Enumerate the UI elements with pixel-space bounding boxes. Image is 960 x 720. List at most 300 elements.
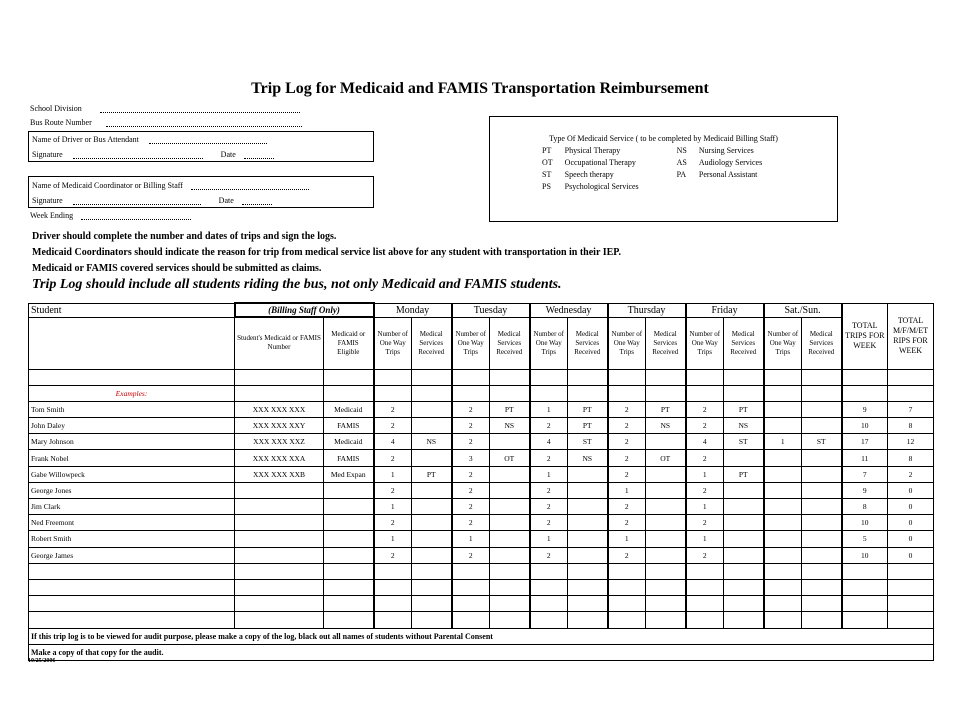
empty-cell[interactable] bbox=[29, 563, 235, 579]
eligibility[interactable] bbox=[324, 515, 374, 531]
empty-cell[interactable] bbox=[530, 385, 568, 401]
empty-cell[interactable] bbox=[374, 369, 412, 385]
empty-cell[interactable] bbox=[764, 385, 802, 401]
service-code[interactable] bbox=[646, 515, 686, 531]
trip-count[interactable] bbox=[764, 401, 802, 417]
empty-cell[interactable] bbox=[686, 596, 724, 612]
empty-cell[interactable] bbox=[646, 385, 686, 401]
total-trips[interactable]: 9 bbox=[842, 401, 888, 417]
student-name: Tom Smith bbox=[29, 401, 235, 417]
trip-count[interactable]: 2 bbox=[686, 515, 724, 531]
trip-count[interactable]: 1 bbox=[608, 482, 646, 498]
trip-count[interactable]: 2 bbox=[530, 482, 568, 498]
trip-count[interactable]: 2 bbox=[374, 450, 412, 466]
service-code[interactable]: PT bbox=[568, 418, 608, 434]
service-code[interactable]: OT bbox=[490, 450, 530, 466]
trip-count[interactable]: 2 bbox=[452, 434, 490, 450]
empty-cell[interactable] bbox=[686, 579, 724, 595]
empty-cell[interactable] bbox=[568, 563, 608, 579]
empty-cell[interactable] bbox=[888, 579, 934, 595]
empty-cell[interactable] bbox=[686, 369, 724, 385]
empty-cell[interactable] bbox=[452, 369, 490, 385]
trip-count[interactable]: 2 bbox=[686, 418, 724, 434]
empty-cell[interactable] bbox=[374, 579, 412, 595]
empty-cell[interactable] bbox=[568, 369, 608, 385]
trip-count[interactable]: 2 bbox=[452, 418, 490, 434]
empty-cell[interactable] bbox=[842, 612, 888, 628]
trip-count[interactable]: 4 bbox=[686, 434, 724, 450]
eligibility[interactable] bbox=[324, 499, 374, 515]
empty-cell[interactable] bbox=[802, 369, 842, 385]
service-code[interactable]: NS bbox=[568, 450, 608, 466]
medicaid-number[interactable]: XXX XXX XXZ bbox=[235, 434, 324, 450]
empty-cell[interactable] bbox=[235, 612, 324, 628]
empty-cell[interactable] bbox=[490, 369, 530, 385]
coordinator-name-label: Name of Medicaid Coordinator or Billing Staff bbox=[32, 181, 183, 190]
service-code[interactable]: ST bbox=[724, 434, 764, 450]
trip-count[interactable]: 2 bbox=[452, 547, 490, 563]
empty-cell[interactable] bbox=[608, 612, 646, 628]
day-header-thursday: Thursday bbox=[608, 303, 686, 317]
driver-name-field[interactable] bbox=[32, 135, 267, 144]
trip-count[interactable]: 2 bbox=[452, 515, 490, 531]
empty-cell[interactable] bbox=[842, 563, 888, 579]
total-mfm[interactable]: 0 bbox=[888, 515, 934, 531]
trip-count[interactable]: 2 bbox=[452, 401, 490, 417]
empty-cell[interactable] bbox=[842, 385, 888, 401]
empty-cell[interactable] bbox=[888, 369, 934, 385]
service-code[interactable] bbox=[646, 434, 686, 450]
empty-cell[interactable] bbox=[374, 596, 412, 612]
service-code[interactable] bbox=[490, 466, 530, 482]
trip-count[interactable]: 2 bbox=[530, 418, 568, 434]
total-mfm[interactable]: 0 bbox=[888, 531, 934, 547]
trip-count[interactable] bbox=[764, 515, 802, 531]
service-code[interactable] bbox=[568, 515, 608, 531]
trip-count[interactable]: 2 bbox=[374, 418, 412, 434]
service-code[interactable] bbox=[646, 547, 686, 563]
service-code[interactable] bbox=[724, 499, 764, 515]
header-row-columns bbox=[29, 317, 934, 369]
service-code[interactable] bbox=[412, 515, 452, 531]
total-mfm[interactable]: 2 bbox=[888, 466, 934, 482]
empty-cell[interactable] bbox=[646, 563, 686, 579]
empty-cell[interactable] bbox=[412, 579, 452, 595]
empty-cell[interactable] bbox=[530, 369, 568, 385]
empty-cell[interactable] bbox=[374, 612, 412, 628]
medicaid-number[interactable] bbox=[235, 482, 324, 498]
service-code[interactable] bbox=[802, 450, 842, 466]
trip-count[interactable]: 1 bbox=[530, 401, 568, 417]
total-mfm[interactable]: 12 bbox=[888, 434, 934, 450]
empty-cell[interactable] bbox=[686, 563, 724, 579]
trip-count[interactable]: 4 bbox=[374, 434, 412, 450]
service-code[interactable] bbox=[724, 515, 764, 531]
empty-cell[interactable] bbox=[764, 369, 802, 385]
total-trips[interactable]: 5 bbox=[842, 531, 888, 547]
service-code[interactable]: PT bbox=[490, 401, 530, 417]
student-subheader bbox=[29, 317, 235, 369]
trip-count[interactable]: 2 bbox=[608, 450, 646, 466]
bus-route-field[interactable] bbox=[30, 118, 302, 127]
service-code[interactable]: PT bbox=[724, 401, 764, 417]
service-code[interactable] bbox=[802, 531, 842, 547]
empty-cell[interactable] bbox=[724, 596, 764, 612]
day-header-wednesday: Wednesday bbox=[530, 303, 608, 317]
empty-cell[interactable] bbox=[324, 596, 374, 612]
eligibility[interactable]: Medicaid bbox=[324, 434, 374, 450]
table-row bbox=[29, 547, 934, 563]
empty-cell[interactable] bbox=[452, 385, 490, 401]
service-code[interactable]: ST bbox=[568, 434, 608, 450]
trip-count[interactable]: 2 bbox=[686, 547, 724, 563]
trip-count[interactable]: 1 bbox=[686, 466, 724, 482]
service-code[interactable] bbox=[646, 531, 686, 547]
empty-cell[interactable] bbox=[646, 612, 686, 628]
empty-cell[interactable] bbox=[412, 596, 452, 612]
student-name: Robert Smith bbox=[29, 531, 235, 547]
total-mfm[interactable]: 0 bbox=[888, 499, 934, 515]
trip-count[interactable]: 3 bbox=[452, 450, 490, 466]
empty-cell[interactable] bbox=[412, 369, 452, 385]
empty-cell[interactable] bbox=[842, 579, 888, 595]
examples-row bbox=[29, 385, 934, 401]
empty-cell[interactable] bbox=[568, 596, 608, 612]
trip-count[interactable]: 2 bbox=[374, 515, 412, 531]
empty-cell[interactable] bbox=[530, 596, 568, 612]
medicaid-number[interactable] bbox=[235, 515, 324, 531]
service-code[interactable] bbox=[802, 547, 842, 563]
trip-count[interactable]: 1 bbox=[764, 434, 802, 450]
student-name: Frank Nobel bbox=[29, 450, 235, 466]
trip-count[interactable]: 1 bbox=[686, 499, 724, 515]
service-code[interactable] bbox=[568, 482, 608, 498]
empty-cell[interactable] bbox=[724, 579, 764, 595]
empty-cell[interactable] bbox=[802, 563, 842, 579]
trip-count[interactable]: 2 bbox=[608, 466, 646, 482]
empty-cell[interactable] bbox=[802, 579, 842, 595]
eligibility[interactable] bbox=[324, 482, 374, 498]
empty-cell[interactable] bbox=[324, 563, 374, 579]
student-header: Student bbox=[29, 303, 235, 317]
empty-cell[interactable] bbox=[802, 612, 842, 628]
total-trips[interactable]: 8 bbox=[842, 499, 888, 515]
empty-cell[interactable] bbox=[452, 563, 490, 579]
service-name: Occupational Therapy bbox=[564, 158, 636, 167]
medicaid-number[interactable]: XXX XXX XXX bbox=[235, 401, 324, 417]
trip-count[interactable]: 2 bbox=[608, 418, 646, 434]
service-code[interactable] bbox=[490, 547, 530, 563]
trip-count[interactable] bbox=[764, 418, 802, 434]
student-name: Gabe Willowpeck bbox=[29, 466, 235, 482]
trip-count[interactable]: 1 bbox=[530, 531, 568, 547]
total-trips[interactable]: 7 bbox=[842, 466, 888, 482]
service-code[interactable] bbox=[568, 499, 608, 515]
total-mfm[interactable]: 8 bbox=[888, 418, 934, 434]
trip-count[interactable]: 2 bbox=[530, 515, 568, 531]
page-title: Trip Log for Medicaid and FAMIS Transportation Reimbursement bbox=[251, 80, 709, 97]
trip-count[interactable]: 1 bbox=[608, 531, 646, 547]
empty-cell[interactable] bbox=[235, 596, 324, 612]
empty-cell[interactable] bbox=[530, 563, 568, 579]
empty-cell[interactable] bbox=[724, 369, 764, 385]
trip-count[interactable]: 1 bbox=[452, 531, 490, 547]
empty-cell[interactable] bbox=[888, 612, 934, 628]
service-code[interactable] bbox=[802, 401, 842, 417]
medicaid-number[interactable] bbox=[235, 547, 324, 563]
empty-cell[interactable] bbox=[29, 596, 235, 612]
empty-cell[interactable] bbox=[235, 563, 324, 579]
eligibility[interactable] bbox=[324, 547, 374, 563]
total-mfm-header: TOTAL M/F/M/ET RIPS FOR WEEK bbox=[888, 303, 934, 369]
service-code[interactable] bbox=[724, 482, 764, 498]
service-code: AS bbox=[676, 158, 687, 167]
empty-cell[interactable] bbox=[452, 596, 490, 612]
service-code[interactable] bbox=[412, 401, 452, 417]
total-mfm[interactable]: 0 bbox=[888, 482, 934, 498]
trip-count[interactable] bbox=[764, 547, 802, 563]
eligibility[interactable]: FAMIS bbox=[324, 418, 374, 434]
empty-cell[interactable] bbox=[646, 596, 686, 612]
empty-cell[interactable] bbox=[29, 612, 235, 628]
trip-count[interactable]: 2 bbox=[452, 466, 490, 482]
service-code[interactable]: ST bbox=[802, 434, 842, 450]
empty-row bbox=[29, 369, 934, 385]
empty-cell[interactable] bbox=[608, 563, 646, 579]
total-trips[interactable]: 9 bbox=[842, 482, 888, 498]
medicaid-number[interactable]: XXX XXX XXB bbox=[235, 466, 324, 482]
empty-cell[interactable] bbox=[764, 579, 802, 595]
trip-count[interactable]: 2 bbox=[374, 401, 412, 417]
coordinator-name-field[interactable] bbox=[32, 181, 309, 190]
week-ending-field[interactable] bbox=[30, 211, 191, 220]
empty-cell[interactable] bbox=[888, 596, 934, 612]
empty-cell[interactable] bbox=[324, 369, 374, 385]
empty-cell[interactable] bbox=[842, 596, 888, 612]
service-code[interactable] bbox=[490, 499, 530, 515]
empty-cell[interactable] bbox=[724, 385, 764, 401]
service-code[interactable]: NS bbox=[412, 434, 452, 450]
empty-cell[interactable] bbox=[29, 579, 235, 595]
service-code: PT bbox=[542, 146, 552, 155]
service-code[interactable] bbox=[412, 531, 452, 547]
trip-count[interactable]: 2 bbox=[452, 482, 490, 498]
service-code[interactable] bbox=[724, 450, 764, 466]
empty-cell[interactable] bbox=[646, 579, 686, 595]
services-title: Type Of Medicaid Service ( to be completed by Medicaid Billing Staff) bbox=[549, 134, 778, 143]
empty-cell[interactable] bbox=[235, 369, 324, 385]
service-code[interactable]: NS bbox=[490, 418, 530, 434]
driver-name-label: Name of Driver or Bus Attendant bbox=[32, 135, 139, 144]
school-division-field[interactable] bbox=[30, 104, 300, 113]
empty-cell[interactable] bbox=[452, 579, 490, 595]
trip-count[interactable]: 4 bbox=[530, 434, 568, 450]
trip-count[interactable]: 2 bbox=[530, 450, 568, 466]
service-code[interactable] bbox=[802, 418, 842, 434]
empty-cell[interactable] bbox=[764, 563, 802, 579]
trip-count[interactable]: 2 bbox=[374, 482, 412, 498]
total-mfm[interactable]: 7 bbox=[888, 401, 934, 417]
empty-cell[interactable] bbox=[235, 385, 324, 401]
empty-cell[interactable] bbox=[888, 385, 934, 401]
total-mfm[interactable]: 0 bbox=[888, 547, 934, 563]
empty-cell[interactable] bbox=[646, 369, 686, 385]
trip-count[interactable]: 1 bbox=[374, 499, 412, 515]
total-mfm[interactable]: 8 bbox=[888, 450, 934, 466]
empty-cell[interactable] bbox=[764, 596, 802, 612]
service-code[interactable] bbox=[802, 466, 842, 482]
empty-cell[interactable] bbox=[802, 385, 842, 401]
trip-count[interactable]: 1 bbox=[530, 466, 568, 482]
trip-count[interactable] bbox=[764, 499, 802, 515]
service-code[interactable]: PT bbox=[724, 466, 764, 482]
eligibility[interactable]: FAMIS bbox=[324, 450, 374, 466]
empty-cell[interactable] bbox=[490, 579, 530, 595]
trip-count[interactable]: 2 bbox=[686, 401, 724, 417]
empty-cell[interactable] bbox=[490, 385, 530, 401]
service-code[interactable] bbox=[412, 499, 452, 515]
trip-count[interactable] bbox=[764, 466, 802, 482]
eligibility[interactable] bbox=[324, 531, 374, 547]
trip-count[interactable]: 2 bbox=[608, 547, 646, 563]
service-name: Speech therapy bbox=[564, 170, 614, 179]
empty-cell[interactable] bbox=[412, 385, 452, 401]
table-row bbox=[29, 515, 934, 531]
service-code[interactable] bbox=[412, 418, 452, 434]
service-code[interactable] bbox=[490, 434, 530, 450]
empty-cell[interactable] bbox=[608, 579, 646, 595]
trip-count[interactable]: 1 bbox=[686, 531, 724, 547]
empty-cell[interactable] bbox=[530, 579, 568, 595]
empty-cell[interactable] bbox=[568, 385, 608, 401]
empty-cell[interactable] bbox=[490, 596, 530, 612]
trip-count[interactable]: 2 bbox=[608, 434, 646, 450]
trip-count[interactable]: 2 bbox=[686, 482, 724, 498]
service-code[interactable] bbox=[646, 466, 686, 482]
service-code[interactable] bbox=[724, 531, 764, 547]
total-trips[interactable]: 10 bbox=[842, 547, 888, 563]
service-name: Psychological Services bbox=[564, 182, 639, 191]
eligibility[interactable]: Medicaid bbox=[324, 401, 374, 417]
service-code[interactable] bbox=[802, 499, 842, 515]
empty-cell[interactable] bbox=[374, 385, 412, 401]
service-code[interactable] bbox=[802, 482, 842, 498]
service-code: ST bbox=[542, 170, 552, 179]
empty-cell[interactable] bbox=[802, 596, 842, 612]
empty-cell[interactable] bbox=[888, 563, 934, 579]
total-trips[interactable]: 11 bbox=[842, 450, 888, 466]
empty-cell[interactable] bbox=[235, 579, 324, 595]
eligibility[interactable]: Med Expan bbox=[324, 466, 374, 482]
empty-cell[interactable] bbox=[490, 612, 530, 628]
total-trips[interactable]: 17 bbox=[842, 434, 888, 450]
service-code[interactable]: PT bbox=[646, 401, 686, 417]
empty-cell[interactable] bbox=[324, 385, 374, 401]
empty-cell[interactable] bbox=[842, 369, 888, 385]
empty-cell[interactable] bbox=[412, 612, 452, 628]
service-code[interactable]: NS bbox=[646, 418, 686, 434]
empty-cell[interactable] bbox=[412, 563, 452, 579]
service-code[interactable] bbox=[646, 499, 686, 515]
service-code[interactable] bbox=[490, 482, 530, 498]
empty-cell[interactable] bbox=[724, 612, 764, 628]
service-code[interactable] bbox=[490, 531, 530, 547]
empty-cell[interactable] bbox=[686, 612, 724, 628]
footnote-text: Make a copy of that copy for the audit. bbox=[29, 644, 934, 660]
trip-count[interactable] bbox=[764, 531, 802, 547]
empty-cell[interactable] bbox=[324, 612, 374, 628]
service-code[interactable] bbox=[568, 531, 608, 547]
service-code[interactable] bbox=[412, 482, 452, 498]
service-code[interactable]: PT bbox=[412, 466, 452, 482]
empty-cell[interactable] bbox=[530, 612, 568, 628]
service-code[interactable]: PT bbox=[568, 401, 608, 417]
empty-cell[interactable] bbox=[686, 385, 724, 401]
table-row bbox=[29, 482, 934, 498]
empty-cell[interactable] bbox=[568, 579, 608, 595]
trip-count[interactable]: 1 bbox=[374, 466, 412, 482]
empty-cell[interactable] bbox=[724, 563, 764, 579]
service-code[interactable] bbox=[802, 515, 842, 531]
trip-count[interactable]: 2 bbox=[608, 515, 646, 531]
service-code[interactable] bbox=[412, 450, 452, 466]
trip-count[interactable]: 2 bbox=[608, 499, 646, 515]
service-code[interactable]: OT bbox=[646, 450, 686, 466]
empty-cell[interactable] bbox=[608, 385, 646, 401]
trip-count[interactable]: 2 bbox=[530, 547, 568, 563]
trip-count[interactable] bbox=[764, 450, 802, 466]
trip-count[interactable]: 2 bbox=[608, 401, 646, 417]
medicaid-number[interactable]: XXX XXX XXY bbox=[235, 418, 324, 434]
service-code[interactable] bbox=[724, 547, 764, 563]
total-trips[interactable]: 10 bbox=[842, 515, 888, 531]
footnote-text: If this trip log is to be viewed for audit purpose, please make a copy of the log, black out all names of students without Parental Consent bbox=[29, 628, 934, 644]
trips-subheader: Number of One Way Trips bbox=[764, 317, 802, 369]
medicaid-number[interactable] bbox=[235, 499, 324, 515]
empty-cell[interactable] bbox=[568, 612, 608, 628]
service-code: OT bbox=[542, 158, 553, 167]
trip-count[interactable] bbox=[764, 482, 802, 498]
service-code[interactable] bbox=[490, 515, 530, 531]
trips-subheader: Number of One Way Trips bbox=[686, 317, 724, 369]
trip-count[interactable]: 2 bbox=[686, 450, 724, 466]
medicaid-number[interactable]: XXX XXX XXA bbox=[235, 450, 324, 466]
empty-cell[interactable] bbox=[324, 579, 374, 595]
empty-cell[interactable] bbox=[608, 596, 646, 612]
trip-count[interactable]: 1 bbox=[374, 531, 412, 547]
coordinator-signature-field[interactable] bbox=[32, 196, 272, 205]
empty-cell[interactable] bbox=[608, 369, 646, 385]
empty-cell[interactable] bbox=[490, 563, 530, 579]
empty-cell[interactable] bbox=[452, 612, 490, 628]
driver-signature-field[interactable] bbox=[32, 150, 274, 159]
trip-count[interactable]: 2 bbox=[530, 499, 568, 515]
total-trips[interactable]: 10 bbox=[842, 418, 888, 434]
service-code[interactable] bbox=[568, 547, 608, 563]
trip-count[interactable]: 2 bbox=[452, 499, 490, 515]
day-header-tuesday: Tuesday bbox=[452, 303, 530, 317]
service-code[interactable] bbox=[568, 466, 608, 482]
service-code[interactable]: NS bbox=[724, 418, 764, 434]
empty-cell[interactable] bbox=[374, 563, 412, 579]
day-header-friday: Friday bbox=[686, 303, 764, 317]
service-code[interactable] bbox=[646, 482, 686, 498]
medicaid-number[interactable] bbox=[235, 531, 324, 547]
trip-count[interactable]: 2 bbox=[374, 547, 412, 563]
empty-cell[interactable] bbox=[29, 369, 235, 385]
service-code[interactable] bbox=[412, 547, 452, 563]
empty-cell[interactable] bbox=[764, 612, 802, 628]
